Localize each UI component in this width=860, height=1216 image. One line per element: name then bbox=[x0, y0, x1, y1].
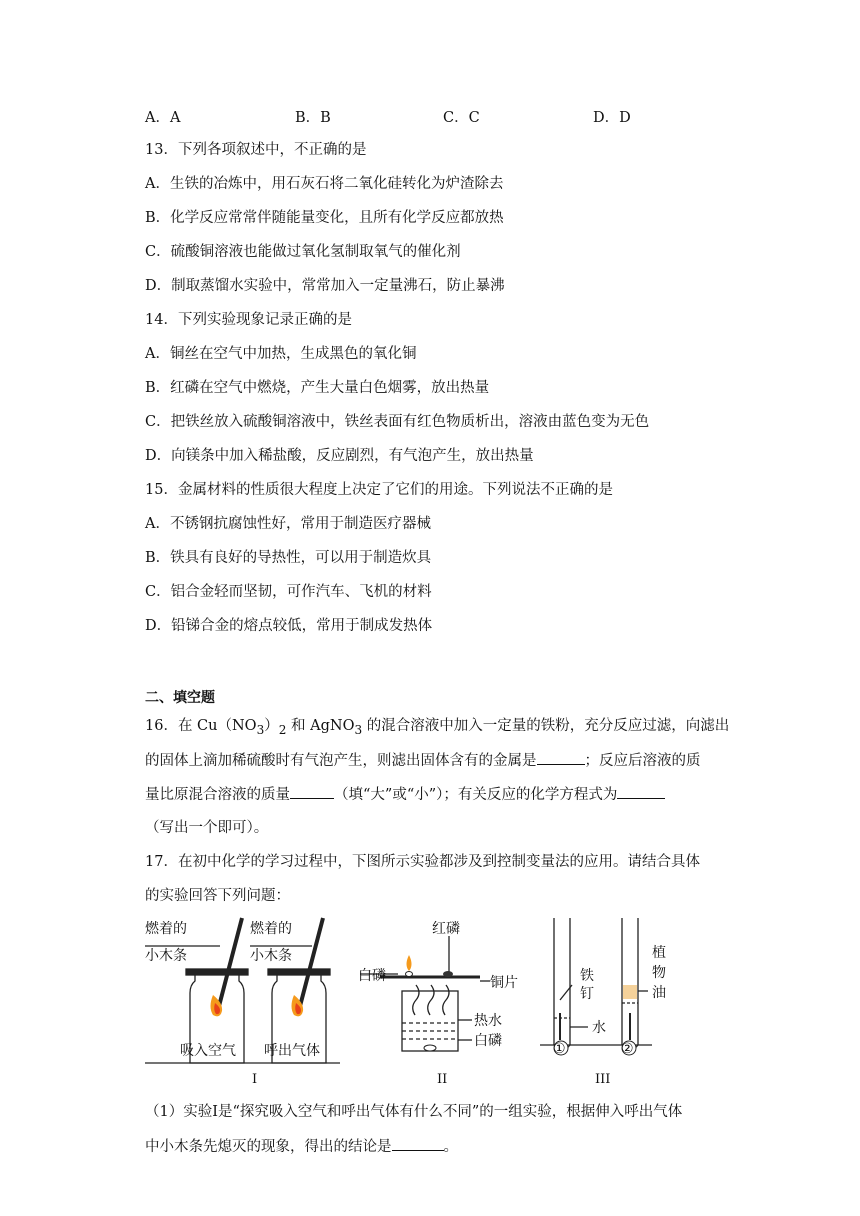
hot-water-label: 热水 bbox=[474, 1013, 502, 1029]
q16-text: （填“大”或“小”）；有关反应的化学方程式为 bbox=[334, 787, 618, 803]
white-phosphorus-top bbox=[406, 972, 413, 977]
q14-option-d: D．向镁条中加入稀盐酸，反应剧烈，有气泡产生，放出热量 bbox=[145, 448, 534, 464]
q12-options bbox=[145, 106, 665, 126]
stick-label: 小木条 bbox=[250, 948, 292, 964]
answer-blank[interactable] bbox=[537, 750, 585, 765]
q12-option-c: C．C bbox=[443, 110, 480, 126]
q17-text: 。 bbox=[443, 1139, 458, 1155]
q16-line-2 bbox=[145, 750, 701, 771]
stick-label: 小木条 bbox=[145, 948, 187, 964]
q16-line-1 bbox=[145, 716, 729, 740]
experiment-diagram bbox=[140, 915, 730, 1090]
q16-text: ） bbox=[264, 718, 279, 734]
wood-stick-1 bbox=[218, 918, 242, 1010]
q14-option-b: B．红磷在空气中燃烧，产生大量白色烟雾，放出热量 bbox=[145, 380, 490, 396]
iron-nail-label: 铁 bbox=[580, 968, 594, 984]
q15-option-d: D．铅锑合金的熔点较低，常用于制成发热体 bbox=[145, 618, 433, 634]
q17-sub1-line-2 bbox=[145, 1136, 458, 1157]
beaker bbox=[402, 991, 458, 1051]
tube-2-label: ② bbox=[621, 1041, 634, 1057]
wood-stick-2 bbox=[299, 918, 323, 1010]
q16-line-4: （写出一个即可）。 bbox=[145, 820, 269, 836]
q16-text: 的混合溶液中加入一定量的铁粉，充分反应过滤，向滤出 bbox=[362, 718, 730, 734]
q16-subscript: 2 bbox=[278, 722, 287, 737]
figure-number: I bbox=[252, 1072, 258, 1087]
answer-blank[interactable] bbox=[617, 784, 665, 799]
q13-option-d: D．制取蒸馏水实验中，常常加入一定量沸石，防止暴沸 bbox=[145, 278, 505, 294]
figure-number: III bbox=[595, 1072, 611, 1087]
q13-stem: 13．下列各项叙述中，不正确的是 bbox=[145, 142, 367, 158]
red-phosphorus-label: 红磷 bbox=[432, 921, 460, 937]
oil-label: 植 bbox=[652, 945, 666, 961]
stick-label: 燃着的 bbox=[250, 921, 292, 937]
test-tube-1 bbox=[554, 918, 570, 1050]
q12-option-a: A．A bbox=[145, 110, 181, 126]
glass-plate-2 bbox=[268, 969, 330, 975]
q16-subscript: 3 bbox=[256, 722, 265, 737]
glass-plate-1 bbox=[186, 969, 248, 975]
white-phosphorus-label: 白磷 bbox=[474, 1033, 502, 1049]
oil-label: 油 bbox=[652, 985, 666, 1001]
q13-option-b: B．化学反应常常伴随能量变化，且所有化学反应都放热 bbox=[145, 210, 504, 226]
q12-option-b: B．B bbox=[295, 110, 331, 126]
white-phosphorus-label: 白磷 bbox=[358, 968, 386, 984]
figure-number: II bbox=[437, 1072, 448, 1087]
answer-blank[interactable] bbox=[392, 1136, 444, 1151]
water-label: 水 bbox=[592, 1020, 606, 1036]
inhaled-air-caption: 吸入空气 bbox=[180, 1043, 236, 1059]
q17-sub1-line-1: （1）实验Ⅰ是“探究吸入空气和呼出气体有什么不同”的一组实验，根据伸入呼出气体 bbox=[145, 1104, 683, 1120]
answer-blank[interactable] bbox=[290, 784, 334, 799]
oil-label: 物 bbox=[652, 965, 666, 981]
tube-1-label: ① bbox=[553, 1041, 566, 1057]
q13-option-a: A．生铁的冶炼中，用石灰石将二氧化硅转化为炉渣除去 bbox=[145, 176, 504, 192]
q17-line-2: 的实验回答下列问题： bbox=[145, 888, 290, 904]
steam bbox=[413, 985, 419, 1015]
q16-text: 的固体上滴加稀硫酸时有气泡产生，则滤出固体含有的金属是 bbox=[145, 753, 537, 769]
q16-subscript: 3 bbox=[354, 722, 363, 737]
q16-text: 16．在 Cu（NO bbox=[145, 718, 257, 734]
q13-option-c: C．硫酸铜溶液也能做过氧化氢制取氧气的催化剂 bbox=[145, 244, 461, 260]
q14-option-a: A．铜丝在空气中加热，生成黑色的氧化铜 bbox=[145, 346, 417, 362]
q16-line-3 bbox=[145, 784, 665, 805]
vegetable-oil bbox=[623, 985, 637, 999]
q15-option-c: C．铝合金轻而坚韧，可作汽车、飞机的材料 bbox=[145, 584, 432, 600]
q15-option-a: A．不锈钢抗腐蚀性好，常用于制造医疗器械 bbox=[145, 516, 431, 532]
iron-nail-label: 钉 bbox=[580, 986, 594, 1002]
q16-text: ；反应后溶液的质 bbox=[584, 753, 701, 769]
white-phosphorus-bottom bbox=[424, 1045, 436, 1051]
flame-icon bbox=[407, 955, 412, 971]
q17-line-1: 17．在初中化学的学习过程中，下图所示实验都涉及到控制变量法的应用。请结合具体 bbox=[145, 854, 700, 870]
stick-label: 燃着的 bbox=[145, 921, 187, 937]
copper-sheet-label: 铜片 bbox=[490, 975, 518, 991]
section-title: 二、填空题 bbox=[145, 690, 215, 706]
experiment-figure bbox=[140, 915, 730, 1090]
q16-text: 量比原混合溶液的质量 bbox=[145, 787, 290, 803]
q16-text: 和 AgNO bbox=[286, 718, 355, 734]
red-phosphorus bbox=[443, 971, 453, 977]
q15-stem: 15．金属材料的性质很大程度上决定了它们的用途。下列说法不正确的是 bbox=[145, 482, 613, 498]
q14-stem: 14．下列实验现象记录正确的是 bbox=[145, 312, 352, 328]
q15-option-b: B．铁具有良好的导热性，可以用于制造炊具 bbox=[145, 550, 432, 566]
q12-option-d: D．D bbox=[593, 110, 631, 126]
q17-text: 中小木条先熄灭的现象，得出的结论是 bbox=[145, 1139, 392, 1155]
q14-option-c: C．把铁丝放入硫酸铜溶液中，铁丝表面有红色物质析出，溶液由蓝色变为无色 bbox=[145, 414, 650, 430]
exhaled-gas-caption: 呼出气体 bbox=[264, 1043, 320, 1059]
